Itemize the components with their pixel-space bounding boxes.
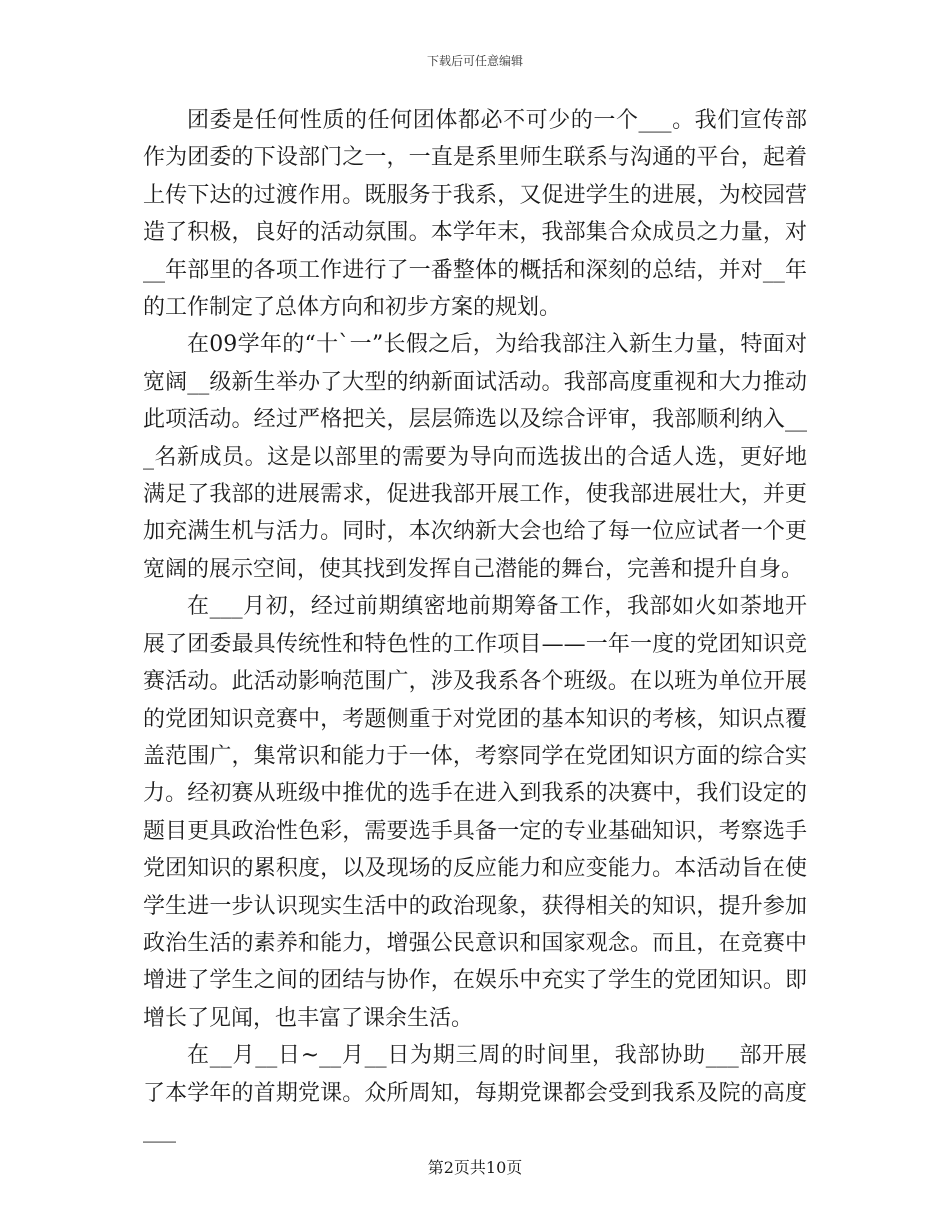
page-header: 下载后可任意编辑 [426,54,523,68]
document-body [143,102,807,1149]
page-number-footer: 第2页共10页 [427,1158,523,1177]
paragraph-1: 团委是任何性质的任何团体都必不可少的一个___。我们宣传部作为团委的下设部门之一，一直是系里师生联系与沟通的平台，起着上传下达的过渡作用。既服务于我系，又促进学生的进展，为校园营造了积极，良好的活动氛围。本学年末，我部集合众成员之力量，对__年部里的各项工作进行了一番整体的概括和深刻的总结，并对__年的工作制定了总体方向和初步方案的规划。 [143,108,807,321]
paragraph-2: 在09学年的“十`一”长假之后，为给我部注入新生力量，特面对宽阔__级新生举办了大型的纳新面试活动。我部高度重视和大力推动此项活动。经过严格把关，层层筛选以及综合评审，我部顺利纳入___名新成员。这是以部里的需要为导向而选拔出的合适人选，更好地满足了我部的进展需求，促进我部开展工作，使我部进展壮大，并更加充满生机与活力。同时，本次纳新大会也给了每一位应试者一个更宽阔的展示空间，使其找到发挥自己潜能的舞台，完善和提升自身。 [143,332,807,582]
paragraph-3: 在___月初，经过前期缜密地前期筹备工作，我部如火如荼地开展了团委最具传统性和特色性的工作项目——一年一度的党团知识竞赛活动。此活动影响范围广，涉及我系各个班级。在以班为单位开展的党团知识竞赛中，考题侧重于对党团的基本知识的考核，知识点覆盖范围广，集常识和能力于一体，考察同学在党团知识方面的综合实力。经初赛从班级中推优的选手在进入到我系的决赛中，我们设定的题目更具政治性色彩，需要选手具备一定的专业基础知识，考察选手党团知识的累积度，以及现场的反应能力和应变能力。本活动旨在使学生进一步认识现实生活中的政治现象，获得相关的知识，提升参加政治生活的素养和能力，增强公民意识和国家观念。而且，在竞赛中增进了学生之间的团结与协作，在娱乐中充实了学生的党团知识。即增长了见闻，也丰富了课余生活。 [143,594,807,1031]
paragraph-4: 在__月__日~__月__日为期三周的时间里，我部协助___部开展了本学年的首期党课。众所周知，每期党课都会受到我系及院的高度___ [143,1043,807,1143]
